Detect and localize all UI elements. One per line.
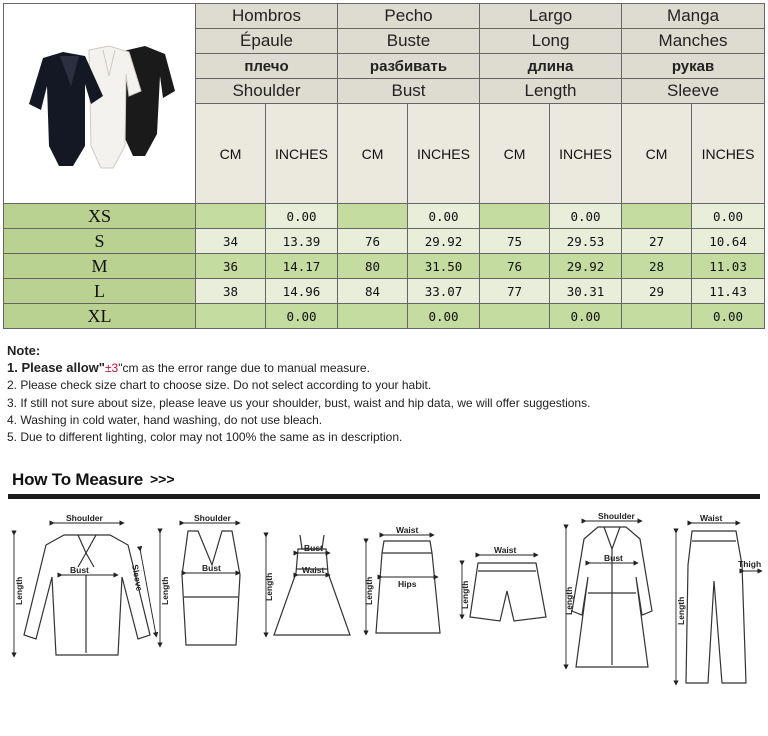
table-cell: 0.00 [692, 204, 765, 229]
header-ru-bust: разбивать [338, 54, 480, 79]
table-cell: 27 [622, 229, 692, 254]
unit-header: CM [338, 104, 408, 204]
header-en-bust: Bust [338, 79, 480, 104]
header-ru-length: длина [480, 54, 622, 79]
table-cell: 13.39 [266, 229, 338, 254]
header-fr-bust: Buste [338, 29, 480, 54]
label-bust: Bust [304, 543, 323, 553]
label-shoulder: Shoulder [194, 513, 231, 523]
size-label: L [4, 279, 196, 304]
note-1-lead: 1. Please allow" [7, 360, 105, 376]
table-row [4, 229, 765, 254]
notes-section [7, 342, 757, 446]
header-en-length: Length [480, 79, 622, 104]
measurement-diagrams-svg [0, 505, 768, 730]
table-cell: 11.03 [692, 254, 765, 279]
label-bust: Bust [202, 563, 221, 573]
table-cell: 29.92 [408, 229, 480, 254]
label-length: Length [160, 576, 170, 605]
table-cell: 31.50 [408, 254, 480, 279]
table-cell: 76 [480, 254, 550, 279]
label-waist: Waist [302, 565, 325, 575]
table-cell [338, 304, 408, 329]
table-cell: 10.64 [692, 229, 765, 254]
note-1-tolerance: ±3 [104, 361, 119, 376]
header-fr-sleeve: Manches [622, 29, 765, 54]
product-photo-cell [4, 4, 196, 204]
table-row [4, 254, 765, 279]
unit-header: INCHES [692, 104, 765, 204]
label-length: Length [460, 580, 470, 609]
note-1 [7, 359, 757, 377]
table-cell: 0.00 [550, 304, 622, 329]
table-cell: 84 [338, 279, 408, 304]
unit-header: INCHES [408, 104, 480, 204]
note-2: 2. Please check size chart to choose size. Do not select according to your habit. [7, 378, 432, 393]
note-4: 4. Washing in cold water, hand washing, do not use bleach. [7, 412, 323, 427]
label-thigh: Thigh [738, 559, 762, 569]
table-cell: 34 [196, 229, 266, 254]
unit-header: CM [622, 104, 692, 204]
label-length: Length [14, 576, 24, 605]
table-cell: 0.00 [550, 204, 622, 229]
label-shoulder: Shoulder [598, 511, 635, 521]
label-bust: Bust [604, 553, 623, 563]
size-label: XS [4, 204, 196, 229]
chevrons-icon: >>> [150, 471, 175, 487]
header-ru-sleeve: рукав [622, 54, 765, 79]
unit-header: INCHES [266, 104, 338, 204]
table-cell: 30.31 [550, 279, 622, 304]
how-to-measure-title: How To Measure [12, 470, 144, 489]
header-ru-shoulder: плечо [196, 54, 338, 79]
table-cell: 36 [196, 254, 266, 279]
blouse-diagram [24, 535, 150, 655]
unit-header: CM [480, 104, 550, 204]
header-es-length: Largo [480, 4, 622, 29]
table-row [4, 304, 765, 329]
header-es-shoulder: Hombros [196, 4, 338, 29]
size-label: S [4, 229, 196, 254]
table-cell [622, 204, 692, 229]
table-cell: 0.00 [692, 304, 765, 329]
note-1-rest: "cm as the error range due to manual measure. [118, 361, 370, 376]
label-waist: Waist [700, 513, 723, 523]
label-shoulder: Shoulder [66, 513, 103, 523]
table-cell: 38 [196, 279, 266, 304]
table-row [4, 204, 765, 229]
tank-diagram [182, 531, 240, 645]
table-cell [622, 304, 692, 329]
header-fr-shoulder: Épaule [196, 29, 338, 54]
table-row [4, 279, 765, 304]
coat-diagram [572, 527, 652, 667]
shorts-diagram [470, 563, 546, 621]
table-cell: 28 [622, 254, 692, 279]
note-5: 5. Due to different lighting, color may not 100% the same as in description. [7, 430, 403, 445]
table-cell: 29.53 [550, 229, 622, 254]
table-cell: 11.43 [692, 279, 765, 304]
divider [8, 494, 760, 499]
label-hips: Hips [398, 579, 417, 589]
table-cell [480, 304, 550, 329]
table-cell: 76 [338, 229, 408, 254]
table-cell: 29 [622, 279, 692, 304]
label-length: Length [364, 576, 374, 605]
unit-header: CM [196, 104, 266, 204]
size-label: M [4, 254, 196, 279]
table-cell: 77 [480, 279, 550, 304]
table-cell: 80 [338, 254, 408, 279]
table-cell: 75 [480, 229, 550, 254]
trousers-diagram [686, 531, 746, 683]
label-length: Length [676, 596, 686, 625]
header-fr-length: Long [480, 29, 622, 54]
label-waist: Waist [494, 545, 517, 555]
table-cell [196, 204, 266, 229]
header-es-bust: Pecho [338, 4, 480, 29]
table-cell: 0.00 [408, 304, 480, 329]
table-cell: 14.17 [266, 254, 338, 279]
label-length: Length [264, 572, 274, 601]
note-3: 3. If still not sure about size, please leave us your shoulder, bust, waist and hip data, we will offer suggestions. [7, 395, 591, 410]
product-photo [5, 6, 195, 202]
label-waist: Waist [396, 525, 419, 535]
header-es-sleeve: Manga [622, 4, 765, 29]
notes-title: Note: [7, 343, 41, 358]
table-cell: 33.07 [408, 279, 480, 304]
table-cell [480, 204, 550, 229]
table-cell [338, 204, 408, 229]
label-length: Length [564, 586, 574, 615]
unit-header: INCHES [550, 104, 622, 204]
label-sleeve: Sleeve [130, 563, 145, 592]
table-cell: 29.92 [550, 254, 622, 279]
label-bust: Bust [70, 565, 89, 575]
table-cell: 0.00 [408, 204, 480, 229]
size-label: XL [4, 304, 196, 329]
header-en-shoulder: Shoulder [196, 79, 338, 104]
table-cell: 0.00 [266, 304, 338, 329]
header-en-sleeve: Sleeve [622, 79, 765, 104]
table-cell [196, 304, 266, 329]
table-cell: 0.00 [266, 204, 338, 229]
size-chart-table [3, 3, 764, 331]
table-cell: 14.96 [266, 279, 338, 304]
measurement-diagrams [0, 505, 768, 730]
